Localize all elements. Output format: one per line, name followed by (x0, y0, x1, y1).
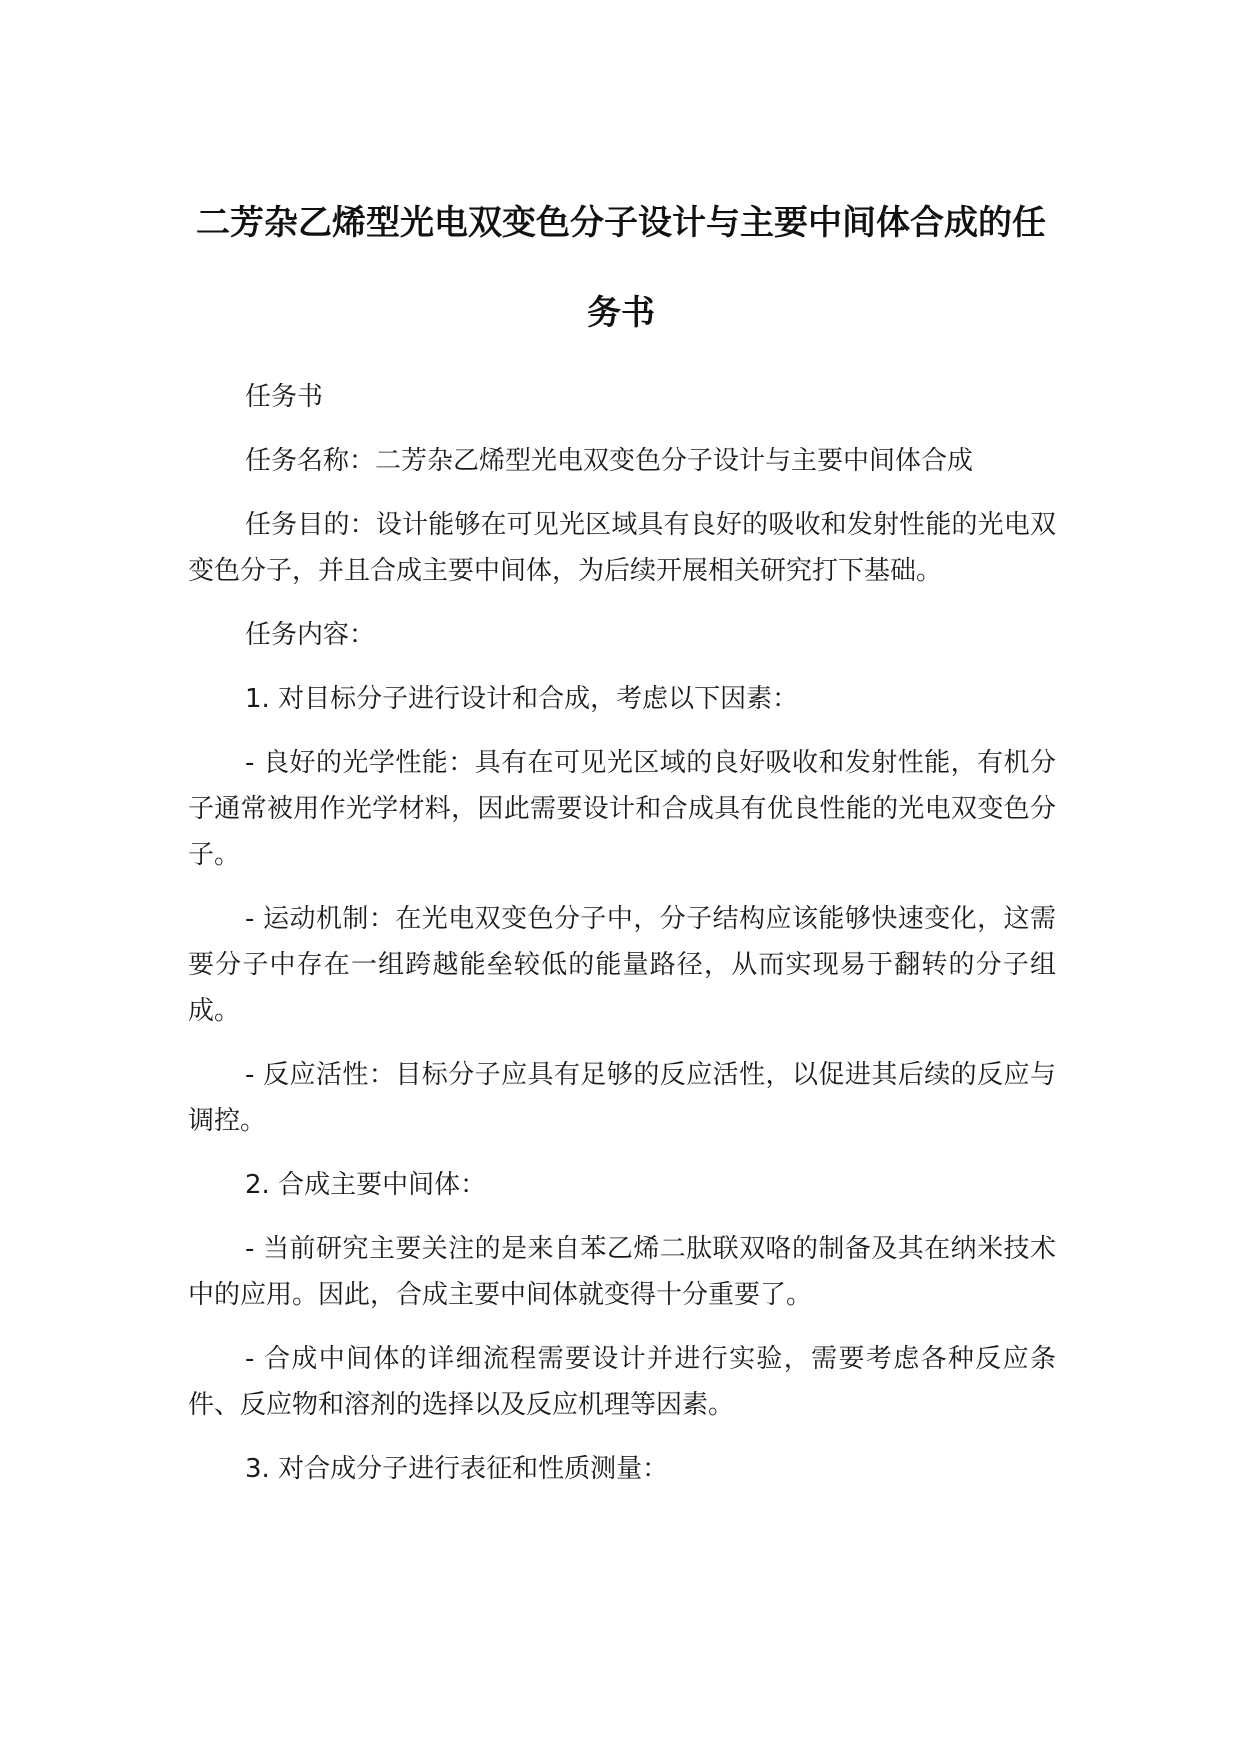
paragraph-task-name: 任务名称：二芳杂乙烯型光电双变色分子设计与主要中间体合成 (245, 446, 974, 476)
paragraph-item-2: 2. 合成主要中间体： (245, 1170, 487, 1200)
paragraph-task-purpose: 任务目的：设计能够在可见光区域具有良好的吸收和发射性能的光电双变色分子，并且合成主要中间体，为后续开展相关研究打下基础。 (188, 510, 1056, 586)
paragraph-reactivity: - 反应活性：目标分子应具有足够的反应活性，以促进其后续的反应与调控。 (188, 1060, 1056, 1136)
paragraph-current-research: - 当前研究主要关注的是来自苯乙烯二肽联双咯的制备及其在纳米技术中的应用。因此，合成主要中间体就变得十分重要了。 (188, 1234, 1056, 1310)
document-body (188, 374, 1056, 1510)
paragraph-task-content: 任务内容： (245, 620, 376, 650)
paragraph-optical-performance: - 良好的光学性能：具有在可见光区域的良好吸收和发射性能，有机分子通常被用作光学材料，因此需要设计和合成具有优良性能的光电双变色分子。 (188, 748, 1056, 870)
document-title: 二芳杂乙烯型光电双变色分子设计与主要中间体合成的任务书 (196, 203, 1046, 333)
paragraph-item-1: 1. 对目标分子进行设计和合成，考虑以下因素： (245, 684, 799, 714)
paragraph-synthesis-process: - 合成中间体的详细流程需要设计并进行实验，需要考虑各种反应条件、反应物和溶剂的选择以及反应机理等因素。 (188, 1344, 1056, 1420)
paragraph-item-3: 3. 对合成分子进行表征和性质测量： (245, 1454, 669, 1484)
paragraph-heading: 任务书 (245, 382, 324, 412)
paragraph-motion-mechanism: - 运动机制：在光电双变色分子中，分子结构应该能够快速变化，这需要分子中存在一组跨越能垒较低的能量路径，从而实现易于翻转的分子组成。 (188, 904, 1056, 1026)
